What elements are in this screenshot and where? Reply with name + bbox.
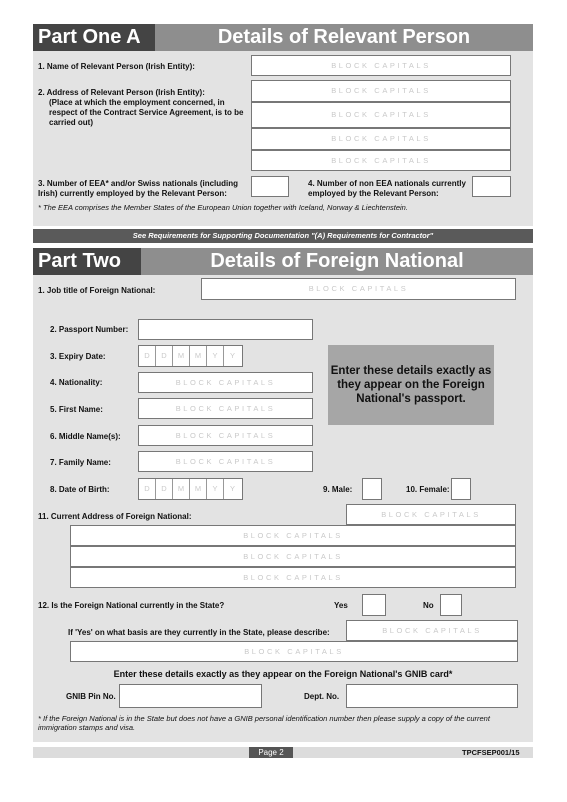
basis-field-line-1[interactable]: BLOCK CAPITALS [346, 620, 518, 641]
expiry-day-2[interactable]: D [156, 346, 173, 366]
part-two-tag: Part Two [33, 248, 141, 275]
current-address-line-4[interactable]: BLOCK CAPITALS [70, 567, 516, 588]
no-label: No [423, 601, 434, 610]
dob-year-1[interactable]: Y [207, 479, 224, 499]
part-one-header [33, 24, 533, 51]
requirements-banner: See Requirements for Supporting Documentation "(A) Requirements for Contractor" [33, 229, 533, 243]
job-title-label: 1. Job title of Foreign National: [38, 286, 156, 295]
dob-month-2[interactable]: M [190, 479, 207, 499]
basis-field-line-2[interactable]: BLOCK CAPITALS [70, 641, 518, 662]
part-two-header [33, 248, 533, 275]
expiry-date-label: 3. Expiry Date: [50, 352, 106, 361]
in-state-yes-checkbox[interactable] [362, 594, 386, 616]
relevant-person-name-field[interactable]: BLOCK CAPITALS [251, 55, 511, 76]
male-label: 9. Male: [323, 485, 353, 494]
part-two-title: Details of Foreign National [210, 250, 464, 272]
middle-name-field[interactable]: BLOCK CAPITALS [138, 425, 313, 446]
first-name-field[interactable]: BLOCK CAPITALS [138, 398, 313, 419]
yes-label: Yes [334, 601, 348, 610]
current-address-line-3[interactable]: BLOCK CAPITALS [70, 546, 516, 567]
passport-number-field[interactable] [138, 319, 313, 340]
middle-name-label: 6. Middle Name(s): [50, 432, 121, 441]
expiry-day-1[interactable]: D [139, 346, 156, 366]
female-label: 10. Female: [406, 485, 450, 494]
address-line-3[interactable]: BLOCK CAPITALS [251, 128, 511, 150]
form-code: TPCFSEP001/15 [462, 748, 520, 757]
male-checkbox[interactable] [362, 478, 382, 500]
current-address-label: 11. Current Address of Foreign National: [38, 512, 192, 521]
date-of-birth-field[interactable] [138, 478, 243, 500]
eea-count-label: 3. Number of EEA* and/or Swiss nationals (including Irish) currently employed by the Relevant Person: [38, 179, 239, 198]
dob-day-2[interactable]: D [156, 479, 173, 499]
passport-number-label: 2. Passport Number: [50, 325, 129, 334]
family-name-label: 7. Family Name: [50, 458, 111, 467]
dob-day-1[interactable]: D [139, 479, 156, 499]
part-one-tag: Part One A [33, 24, 155, 51]
expiry-year-1[interactable]: Y [207, 346, 224, 366]
female-checkbox[interactable] [451, 478, 471, 500]
address-line-4[interactable]: BLOCK CAPITALS [251, 150, 511, 171]
family-name-field[interactable]: BLOCK CAPITALS [138, 451, 313, 472]
dob-year-2[interactable]: Y [229, 484, 235, 493]
expiry-month-2[interactable]: M [190, 346, 207, 366]
current-address-line-2[interactable]: BLOCK CAPITALS [70, 525, 516, 546]
dept-number-label: Dept. No. [304, 692, 340, 701]
relevant-person-address-hint: (Place at which the employment concerned, in respect of the Contract Service Agreement, is to be carried out) [49, 98, 244, 127]
gnib-pin-label: GNIB Pin No. [66, 692, 116, 701]
dob-month-1[interactable]: M [173, 479, 190, 499]
nationality-label: 4. Nationality: [50, 378, 103, 387]
relevant-person-name-label: 1. Name of Relevant Person (Irish Entity): [38, 62, 195, 71]
nationality-field[interactable]: BLOCK CAPITALS [138, 372, 313, 393]
gnib-footnote: * If the Foreign National is in the State but does not have a GNIB personal identification number then please supply a copy of the current immigration stamps and visa. [38, 714, 490, 732]
address-line-1[interactable]: BLOCK CAPITALS [251, 80, 511, 102]
expiry-year-2[interactable]: Y [229, 351, 235, 360]
relevant-person-address-label: 2. Address of Relevant Person (Irish Entity): [38, 88, 205, 97]
eea-count-field[interactable] [251, 176, 289, 197]
in-state-no-checkbox[interactable] [440, 594, 462, 616]
current-address-line-1[interactable]: BLOCK CAPITALS [346, 504, 516, 525]
date-of-birth-label: 8. Date of Birth: [50, 485, 110, 494]
basis-label: If 'Yes' on what basis are they currently in the State, please describe: [68, 628, 330, 637]
in-state-question-label: 12. Is the Foreign National currently in the State? [38, 601, 225, 610]
non-eea-count-field[interactable] [472, 176, 511, 197]
gnib-pin-field[interactable] [119, 684, 262, 708]
expiry-month-1[interactable]: M [173, 346, 190, 366]
address-line-2[interactable]: BLOCK CAPITALS [251, 102, 511, 128]
passport-instruction-callout: Enter these details exactly as they appear on the Foreign National's passport. [328, 345, 494, 425]
dept-number-field[interactable] [346, 684, 518, 708]
expiry-date-field[interactable] [138, 345, 243, 367]
gnib-heading: Enter these details exactly as they appear on the Foreign National's GNIB card* [113, 669, 453, 679]
part-one-title: Details of Relevant Person [217, 26, 471, 48]
page-number: Page 2 [249, 747, 293, 758]
non-eea-count-label: 4. Number of non EEA nationals currently employed by the Relevant Person: [308, 179, 466, 198]
first-name-label: 5. First Name: [50, 405, 103, 414]
job-title-field[interactable]: BLOCK CAPITALS [201, 278, 516, 300]
eea-footnote: * The EEA comprises the Member States of the European Union together with Iceland, Norway & Liechtenstein. [38, 203, 408, 212]
